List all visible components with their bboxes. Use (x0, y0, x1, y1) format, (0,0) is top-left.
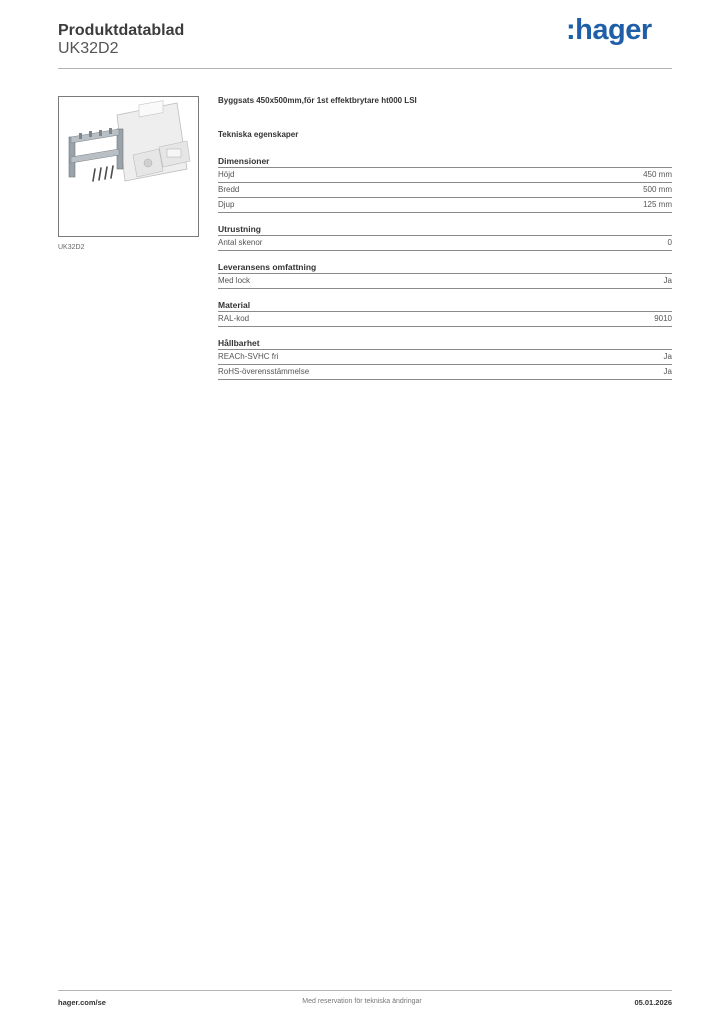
product-image (58, 96, 199, 237)
spec-label: Antal skenor (218, 238, 263, 247)
footer-website-link[interactable]: hager.com/se (58, 998, 106, 1007)
specifications (218, 96, 672, 380)
spec-row (218, 198, 672, 213)
image-caption: UK32D2 (58, 244, 85, 251)
footer-date: 05.01.2026 (634, 998, 672, 1007)
hager-logo[interactable]: :hager (566, 14, 652, 46)
header-divider (58, 68, 672, 69)
section-heading: Hållbarhet (218, 327, 672, 350)
product-illustration (59, 97, 198, 236)
section-material (218, 289, 672, 327)
spec-row (218, 168, 672, 183)
spec-label: Bredd (218, 185, 240, 194)
spec-value: Ja (663, 276, 672, 285)
section-heading: Material (218, 289, 672, 312)
spec-row (218, 350, 672, 365)
section-heading: Leveransens omfattning (218, 251, 672, 274)
spec-label: Höjd (218, 170, 235, 179)
section-leveransens-omfattning (218, 251, 672, 289)
spec-label: RAL-kod (218, 314, 250, 323)
section-hallbarhet (218, 327, 672, 380)
footer-divider (58, 990, 672, 991)
spec-value: 500 mm (643, 185, 672, 194)
section-utrustning (218, 213, 672, 251)
spec-value: 125 mm (643, 200, 672, 209)
specs-heading: Tekniska egenskaper (218, 130, 299, 139)
spec-row (218, 312, 672, 327)
spec-label: Djup (218, 200, 235, 209)
header-title: Produktdatablad (58, 22, 185, 39)
spec-value: 9010 (654, 314, 672, 323)
section-heading: Utrustning (218, 213, 672, 236)
section-dimensioner (218, 144, 672, 213)
spec-row (218, 365, 672, 380)
product-description: Byggsats 450x500mm,för 1st effektbrytare ht000 LSI (218, 96, 417, 105)
spec-value: Ja (663, 367, 672, 376)
spec-label: Med lock (218, 276, 251, 285)
spec-label: REACh-SVHC fri (218, 352, 279, 361)
spec-value: 450 mm (643, 170, 672, 179)
spec-row (218, 236, 672, 251)
spec-row (218, 183, 672, 198)
spec-value: Ja (663, 352, 672, 361)
product-code: UK32D2 (58, 40, 119, 57)
spec-label: RoHS-överensstämmelse (218, 367, 310, 376)
spec-row (218, 274, 672, 289)
section-heading: Dimensioner (218, 144, 672, 168)
spec-value: 0 (667, 238, 672, 247)
footer-disclaimer: Med reservation för tekniska ändringar (302, 998, 422, 1005)
